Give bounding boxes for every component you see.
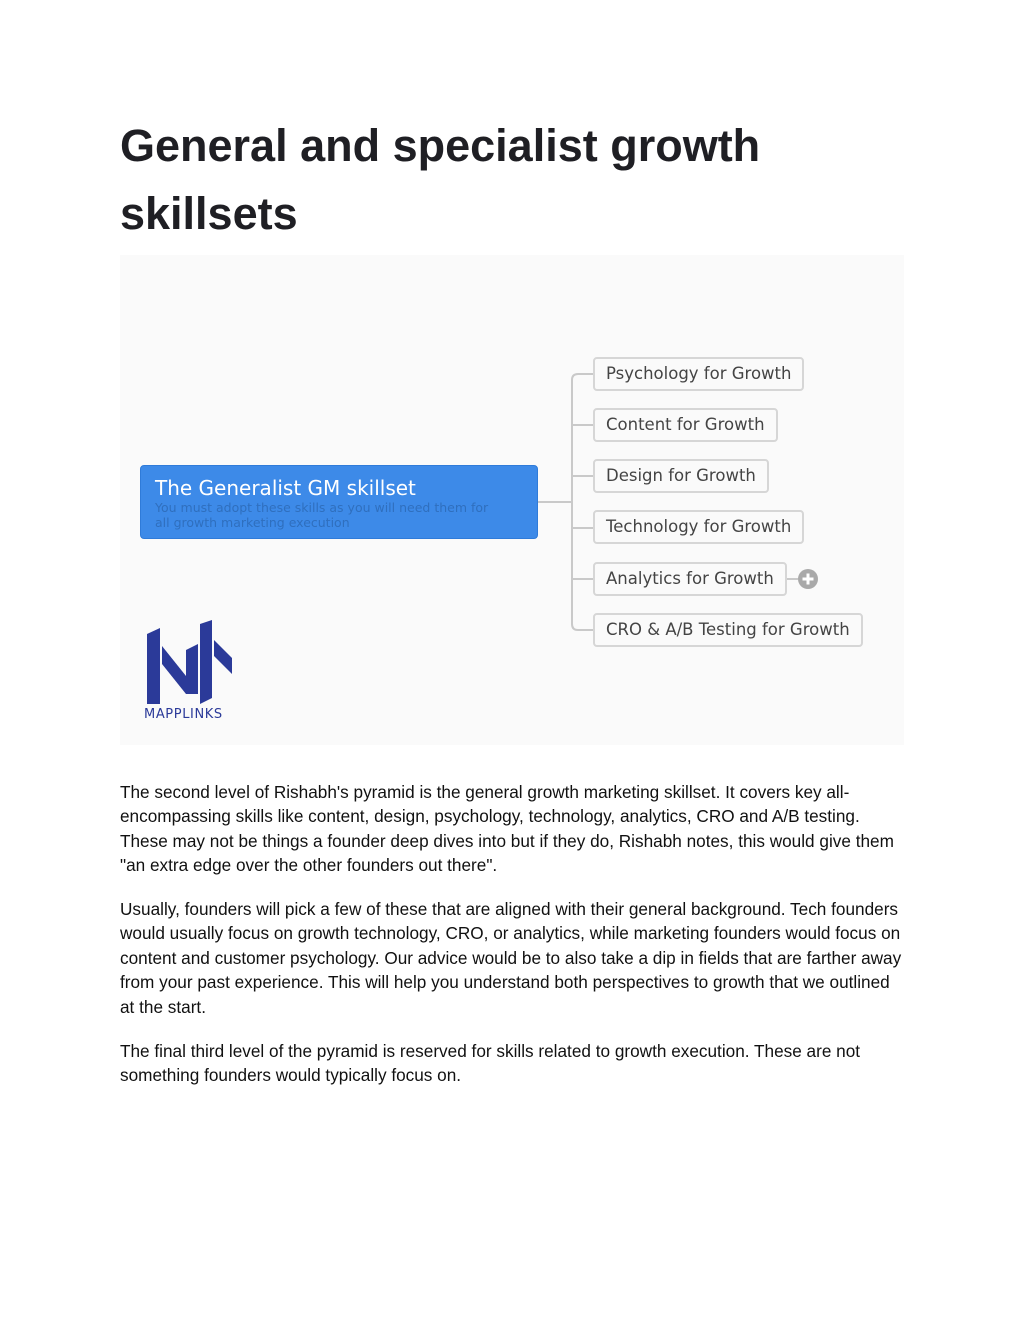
- root-node-subtitle: You must adopt these skills as you will need them for: [155, 500, 489, 515]
- branch-node-technology[interactable]: Technology for Growth: [593, 510, 804, 544]
- plus-circle-icon[interactable]: [797, 568, 819, 590]
- branch-node-content[interactable]: Content for Growth: [593, 408, 778, 442]
- logo-wordmark: MAPPLINKS: [144, 707, 223, 722]
- root-node-title: The Generalist GM skillset: [155, 476, 416, 500]
- body-paragraph: The second level of Rishabh's pyramid is the general growth marketing skillset. It covers key all-encompassing skills like content, design, psychology, technology, analytics, CRO and A/B testing. These may not be things a founder deep dives into but if they do, Rishabh notes, this would give them "an extra edge over the other founders out there".: [120, 782, 894, 876]
- root-node-subtitle: all growth marketing execution: [155, 515, 350, 530]
- branch-node-analytics[interactable]: Analytics for Growth: [593, 562, 787, 596]
- mindmap-figure: [120, 255, 904, 745]
- root-node[interactable]: [140, 465, 538, 539]
- branch-node-psychology[interactable]: Psychology for Growth: [593, 357, 804, 391]
- branch-node-cro-ab-testing[interactable]: CRO & A/B Testing for Growth: [593, 613, 863, 647]
- page-title: General and specialist growth skillsets: [120, 120, 761, 239]
- body-paragraph: Usually, founders will pick a few of these that are aligned with their general background. Tech founders would usually focus on growth technology, CRO, or analytics, while marketing founders would focus on content and customer psychology. Our advice would be to also take a dip in fields that are farther away from your past experience. This will help you understand both perspectives to growth that we outlined at the start.: [120, 899, 902, 1017]
- body-paragraph: The final third level of the pyramid is reserved for skills related to growth execution. These are not something founders would typically focus on.: [120, 1041, 861, 1086]
- branch-node-design[interactable]: Design for Growth: [593, 459, 769, 493]
